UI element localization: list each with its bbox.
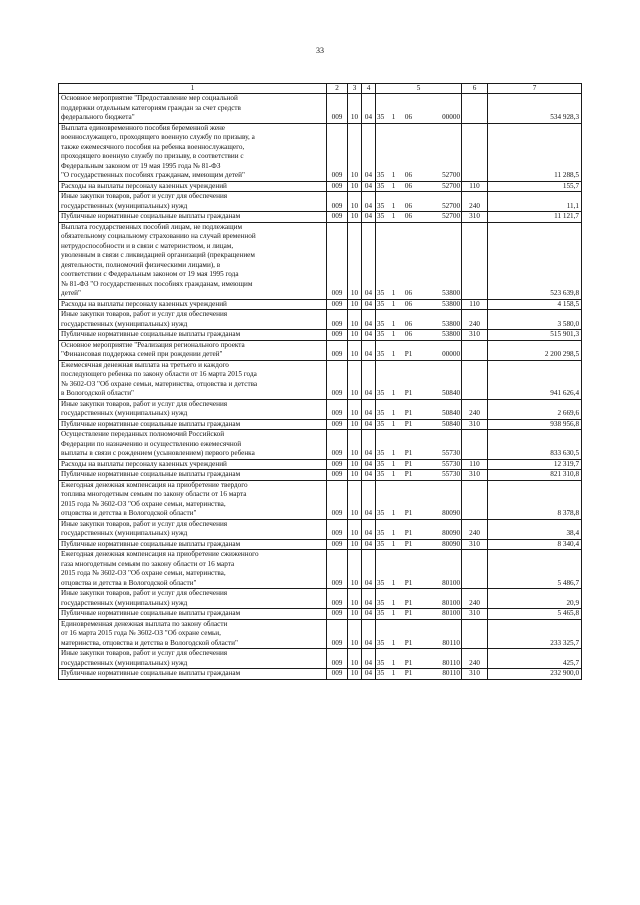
- row-subprogram-code: 1: [388, 649, 400, 669]
- row-program-code: 35: [376, 299, 388, 310]
- header-col-1: 1: [59, 84, 327, 94]
- row-amount: 523 639,8: [488, 222, 582, 299]
- row-description: Ежегодная денежная компенсация на приобретение сжиженного газа многодетным семьям по закону области от 16 марта 2015 года № 3602-ОЗ "Об охране семьи, материнства, отцовства и детства в Вологодской области": [59, 550, 327, 589]
- row-subsection-code: 04: [362, 123, 376, 181]
- row-amount: 5 465,8: [488, 609, 582, 620]
- row-ministry-code: 009: [327, 192, 348, 212]
- row-section-code: 10: [348, 360, 362, 399]
- row-program-code: 35: [376, 519, 388, 539]
- table-row: [59, 310, 582, 330]
- row-section-code: 10: [348, 181, 362, 192]
- row-program-code: 35: [376, 619, 388, 649]
- table-row: [59, 299, 582, 310]
- table-row: [59, 459, 582, 470]
- row-direction-code: 52700: [418, 123, 462, 181]
- header-col-3: 3: [348, 84, 362, 94]
- row-ministry-code: 009: [327, 222, 348, 299]
- header-row: [59, 84, 582, 94]
- row-description: Иные закупки товаров, работ и услуг для обеспечения государственных (муниципальных) нужд: [59, 649, 327, 669]
- row-direction-code: 80110: [418, 649, 462, 669]
- row-program-code: 35: [376, 181, 388, 192]
- row-section-code: 10: [348, 94, 362, 124]
- row-program-code: 35: [376, 192, 388, 212]
- row-section-code: 10: [348, 619, 362, 649]
- row-subsection-code: 04: [362, 330, 376, 341]
- row-expense-type: 110: [462, 299, 488, 310]
- row-section-code: 10: [348, 419, 362, 430]
- row-event-code: P1: [400, 619, 418, 649]
- row-description: Ежемесячная денежная выплата на третьего и каждого последующего ребенка по закону области от 16 марта 2015 года № 3602-ОЗ "Об охране семьи, материнства, отцовства и детства в Вологодской области": [59, 360, 327, 399]
- row-event-code: P1: [400, 399, 418, 419]
- row-section-code: 10: [348, 399, 362, 419]
- row-description: Публичные нормативные социальные выплаты гражданам: [59, 470, 327, 481]
- row-subsection-code: 04: [362, 399, 376, 419]
- row-subprogram-code: 1: [388, 519, 400, 539]
- row-event-code: P1: [400, 669, 418, 680]
- row-direction-code: 80110: [418, 619, 462, 649]
- row-program-code: 35: [376, 550, 388, 589]
- table-row: [59, 94, 582, 124]
- row-description: Осуществление переданных полномочий Российской Федерации по назначению и осуществлению ежемесячной выплаты в связи с рождением (усыновлением) первого ребенка: [59, 430, 327, 460]
- row-description: Иные закупки товаров, работ и услуг для обеспечения государственных (муниципальных) нужд: [59, 589, 327, 609]
- row-event-code: 06: [400, 330, 418, 341]
- table-body: [59, 94, 582, 680]
- row-ministry-code: 009: [327, 419, 348, 430]
- table-row: [59, 589, 582, 609]
- row-section-code: 10: [348, 212, 362, 223]
- row-section-code: 10: [348, 550, 362, 589]
- row-subsection-code: 04: [362, 480, 376, 519]
- row-expense-type: [462, 222, 488, 299]
- row-amount: 155,7: [488, 181, 582, 192]
- row-amount: 2 669,6: [488, 399, 582, 419]
- row-amount: 11 121,7: [488, 212, 582, 223]
- row-description: Выплата единовременного пособия беременной жене военнослужащего, проходящего военную службу по призыву, а также ежемесячного пособия на ребенка военнослужащего, проходящего военную службу по призыву, в соответствии с Федеральным законом от 19 мая 1995 года № 81-ФЗ "О государственных пособиях гражданам, имеющим детей": [59, 123, 327, 181]
- table-row: [59, 669, 582, 680]
- table-row: [59, 519, 582, 539]
- row-subsection-code: 04: [362, 519, 376, 539]
- row-direction-code: 80090: [418, 519, 462, 539]
- row-section-code: 10: [348, 669, 362, 680]
- row-description: Расходы на выплаты персоналу казенных учреждений: [59, 459, 327, 470]
- table-row: [59, 192, 582, 212]
- row-subprogram-code: 1: [388, 192, 400, 212]
- row-description: Основное мероприятие "Предоставление мер социальной поддержки отдельным категориям граждан за счет средств федерального бюджета": [59, 94, 327, 124]
- row-amount: 833 630,5: [488, 430, 582, 460]
- row-ministry-code: 009: [327, 330, 348, 341]
- row-program-code: 35: [376, 222, 388, 299]
- row-ministry-code: 009: [327, 649, 348, 669]
- row-ministry-code: 009: [327, 539, 348, 550]
- row-ministry-code: 009: [327, 360, 348, 399]
- row-description: Основное мероприятие "Реализация регионального проекта "Финансовая поддержка семей при рождении детей": [59, 340, 327, 360]
- row-ministry-code: 009: [327, 212, 348, 223]
- row-event-code: P1: [400, 539, 418, 550]
- page-number: 33: [316, 46, 324, 55]
- row-amount: 2 200 298,5: [488, 340, 582, 360]
- row-ministry-code: 009: [327, 589, 348, 609]
- table-row: [59, 649, 582, 669]
- row-ministry-code: 009: [327, 340, 348, 360]
- row-direction-code: 00000: [418, 94, 462, 124]
- table-row: [59, 470, 582, 481]
- row-section-code: 10: [348, 470, 362, 481]
- row-description: Иные закупки товаров, работ и услуг для обеспечения государственных (муниципальных) нужд: [59, 310, 327, 330]
- row-ministry-code: 009: [327, 459, 348, 470]
- row-ministry-code: 009: [327, 310, 348, 330]
- row-description: Публичные нормативные социальные выплаты гражданам: [59, 609, 327, 620]
- row-subsection-code: 04: [362, 619, 376, 649]
- row-expense-type: 310: [462, 212, 488, 223]
- row-direction-code: 80090: [418, 480, 462, 519]
- row-event-code: 06: [400, 94, 418, 124]
- row-ministry-code: 009: [327, 299, 348, 310]
- row-section-code: 10: [348, 310, 362, 330]
- row-event-code: 06: [400, 310, 418, 330]
- row-expense-type: [462, 123, 488, 181]
- row-event-code: 06: [400, 192, 418, 212]
- table-row: [59, 619, 582, 649]
- row-program-code: 35: [376, 399, 388, 419]
- row-event-code: 06: [400, 181, 418, 192]
- row-subsection-code: 04: [362, 94, 376, 124]
- row-amount: 821 310,8: [488, 470, 582, 481]
- row-section-code: 10: [348, 589, 362, 609]
- row-expense-type: 240: [462, 310, 488, 330]
- row-direction-code: 00000: [418, 340, 462, 360]
- row-expense-type: 240: [462, 649, 488, 669]
- row-direction-code: 55730: [418, 430, 462, 460]
- row-subprogram-code: 1: [388, 470, 400, 481]
- row-ministry-code: 009: [327, 609, 348, 620]
- row-subprogram-code: 1: [388, 360, 400, 399]
- row-section-code: 10: [348, 222, 362, 299]
- row-subsection-code: 04: [362, 609, 376, 620]
- header-col-2: 2: [327, 84, 348, 94]
- row-subprogram-code: 1: [388, 430, 400, 460]
- row-program-code: 35: [376, 123, 388, 181]
- row-subprogram-code: 1: [388, 94, 400, 124]
- row-direction-code: 80090: [418, 539, 462, 550]
- row-direction-code: 55730: [418, 470, 462, 481]
- row-subprogram-code: 1: [388, 222, 400, 299]
- row-event-code: 06: [400, 222, 418, 299]
- row-subsection-code: 04: [362, 430, 376, 460]
- row-subprogram-code: 1: [388, 123, 400, 181]
- row-amount: 11 288,5: [488, 123, 582, 181]
- row-subprogram-code: 1: [388, 539, 400, 550]
- row-expense-type: 240: [462, 519, 488, 539]
- row-amount: 12 319,7: [488, 459, 582, 470]
- row-ministry-code: 009: [327, 470, 348, 481]
- row-description: Публичные нормативные социальные выплаты гражданам: [59, 330, 327, 341]
- row-subsection-code: 04: [362, 589, 376, 609]
- row-description: Иные закупки товаров, работ и услуг для обеспечения государственных (муниципальных) нужд: [59, 519, 327, 539]
- row-subprogram-code: 1: [388, 589, 400, 609]
- row-program-code: 35: [376, 310, 388, 330]
- table-row: [59, 539, 582, 550]
- row-amount: 232 900,0: [488, 669, 582, 680]
- row-amount: 534 928,3: [488, 94, 582, 124]
- row-expense-type: 310: [462, 330, 488, 341]
- row-section-code: 10: [348, 539, 362, 550]
- header-col-7: 7: [488, 84, 582, 94]
- row-program-code: 35: [376, 649, 388, 669]
- row-section-code: 10: [348, 459, 362, 470]
- row-subprogram-code: 1: [388, 399, 400, 419]
- row-event-code: P1: [400, 589, 418, 609]
- row-section-code: 10: [348, 299, 362, 310]
- row-event-code: 06: [400, 212, 418, 223]
- row-subsection-code: 04: [362, 550, 376, 589]
- row-subprogram-code: 1: [388, 310, 400, 330]
- row-subsection-code: 04: [362, 181, 376, 192]
- table-row: [59, 480, 582, 519]
- row-subprogram-code: 1: [388, 459, 400, 470]
- row-ministry-code: 009: [327, 619, 348, 649]
- row-description: Публичные нормативные социальные выплаты гражданам: [59, 539, 327, 550]
- header-col-5: 5: [376, 84, 462, 94]
- table-row: [59, 222, 582, 299]
- row-description: Публичные нормативные социальные выплаты гражданам: [59, 212, 327, 223]
- row-section-code: 10: [348, 192, 362, 212]
- table-row: [59, 212, 582, 223]
- row-description: Ежегодная денежная компенсация на приобретение твердого топлива многодетным семьям по закону области от 16 марта 2015 года № 3602-ОЗ "Об охране семьи, материнства, отцовства и детства в Вологодской области": [59, 480, 327, 519]
- row-program-code: 35: [376, 609, 388, 620]
- row-amount: 233 325,7: [488, 619, 582, 649]
- row-event-code: P1: [400, 609, 418, 620]
- row-subsection-code: 04: [362, 222, 376, 299]
- row-event-code: P1: [400, 360, 418, 399]
- table-row: [59, 123, 582, 181]
- row-section-code: 10: [348, 519, 362, 539]
- row-amount: 5 486,7: [488, 550, 582, 589]
- row-event-code: 06: [400, 123, 418, 181]
- row-ministry-code: 009: [327, 123, 348, 181]
- row-subsection-code: 04: [362, 470, 376, 481]
- row-expense-type: [462, 550, 488, 589]
- row-direction-code: 80100: [418, 589, 462, 609]
- row-description: Единовременная денежная выплата по закону области от 16 марта 2015 года № 3602-ОЗ "Об охране семьи, материнства, отцовства и детства в Вологодской области": [59, 619, 327, 649]
- row-direction-code: 53800: [418, 330, 462, 341]
- row-program-code: 35: [376, 480, 388, 519]
- row-amount: 8 378,8: [488, 480, 582, 519]
- row-subprogram-code: 1: [388, 619, 400, 649]
- row-event-code: P1: [400, 550, 418, 589]
- row-section-code: 10: [348, 649, 362, 669]
- row-program-code: 35: [376, 430, 388, 460]
- row-expense-type: [462, 480, 488, 519]
- row-direction-code: 53800: [418, 310, 462, 330]
- row-expense-type: [462, 360, 488, 399]
- row-subsection-code: 04: [362, 649, 376, 669]
- row-direction-code: 52700: [418, 192, 462, 212]
- row-program-code: 35: [376, 212, 388, 223]
- row-section-code: 10: [348, 340, 362, 360]
- row-ministry-code: 009: [327, 399, 348, 419]
- row-amount: 425,7: [488, 649, 582, 669]
- row-section-code: 10: [348, 480, 362, 519]
- row-expense-type: 240: [462, 589, 488, 609]
- row-expense-type: 310: [462, 669, 488, 680]
- row-amount: 515 901,3: [488, 330, 582, 341]
- header-col-4: 4: [362, 84, 376, 94]
- row-description: Расходы на выплаты персоналу казенных учреждений: [59, 181, 327, 192]
- row-description: Иные закупки товаров, работ и услуг для обеспечения государственных (муниципальных) нужд: [59, 399, 327, 419]
- row-direction-code: 55730: [418, 459, 462, 470]
- row-subsection-code: 04: [362, 310, 376, 330]
- row-amount: 3 580,0: [488, 310, 582, 330]
- table-row: [59, 419, 582, 430]
- row-expense-type: 310: [462, 470, 488, 481]
- row-program-code: 35: [376, 330, 388, 341]
- row-expense-type: [462, 430, 488, 460]
- row-expense-type: 310: [462, 539, 488, 550]
- row-direction-code: 53800: [418, 222, 462, 299]
- row-subsection-code: 04: [362, 299, 376, 310]
- row-program-code: 35: [376, 360, 388, 399]
- row-event-code: P1: [400, 480, 418, 519]
- row-subprogram-code: 1: [388, 419, 400, 430]
- table-row: [59, 430, 582, 460]
- row-direction-code: 50840: [418, 360, 462, 399]
- row-subsection-code: 04: [362, 360, 376, 399]
- row-subprogram-code: 1: [388, 480, 400, 519]
- row-event-code: P1: [400, 519, 418, 539]
- row-direction-code: 80110: [418, 669, 462, 680]
- row-event-code: P1: [400, 470, 418, 481]
- row-subsection-code: 04: [362, 192, 376, 212]
- row-program-code: 35: [376, 94, 388, 124]
- row-section-code: 10: [348, 430, 362, 460]
- row-subsection-code: 04: [362, 669, 376, 680]
- row-ministry-code: 009: [327, 519, 348, 539]
- row-amount: 938 956,8: [488, 419, 582, 430]
- row-ministry-code: 009: [327, 94, 348, 124]
- row-program-code: 35: [376, 419, 388, 430]
- row-program-code: 35: [376, 589, 388, 609]
- table-row: [59, 399, 582, 419]
- row-subprogram-code: 1: [388, 609, 400, 620]
- row-subprogram-code: 1: [388, 212, 400, 223]
- row-amount: 11,1: [488, 192, 582, 212]
- row-expense-type: 240: [462, 192, 488, 212]
- row-ministry-code: 009: [327, 181, 348, 192]
- row-description: Выплата государственных пособий лицам, не подлежащим обязательному социальному страхованию на случай временной нетрудоспособности и в связи с материнством, и лицам, уволенным в связи с ликвидацией организаций (прекращением деятельности, полномочий физическими лицами), в соответствии с Федеральным законом от 19 мая 1995 года № 81-ФЗ "О государственных пособиях гражданам, имеющим детей": [59, 222, 327, 299]
- row-event-code: P1: [400, 430, 418, 460]
- budget-table: [58, 83, 582, 680]
- row-description: Расходы на выплаты персоналу казенных учреждений: [59, 299, 327, 310]
- row-section-code: 10: [348, 123, 362, 181]
- table-row: [59, 181, 582, 192]
- row-subprogram-code: 1: [388, 340, 400, 360]
- row-description: Публичные нормативные социальные выплаты гражданам: [59, 419, 327, 430]
- table-row: [59, 550, 582, 589]
- row-amount: 8 340,4: [488, 539, 582, 550]
- row-ministry-code: 009: [327, 430, 348, 460]
- row-ministry-code: 009: [327, 480, 348, 519]
- table-row: [59, 340, 582, 360]
- row-section-code: 10: [348, 609, 362, 620]
- row-section-code: 10: [348, 330, 362, 341]
- row-program-code: 35: [376, 459, 388, 470]
- row-subsection-code: 04: [362, 340, 376, 360]
- row-subsection-code: 04: [362, 212, 376, 223]
- row-program-code: 35: [376, 539, 388, 550]
- row-direction-code: 80100: [418, 550, 462, 589]
- row-event-code: P1: [400, 340, 418, 360]
- row-event-code: P1: [400, 459, 418, 470]
- row-subsection-code: 04: [362, 419, 376, 430]
- row-subprogram-code: 1: [388, 299, 400, 310]
- row-direction-code: 50840: [418, 419, 462, 430]
- row-expense-type: [462, 619, 488, 649]
- row-expense-type: 110: [462, 181, 488, 192]
- row-direction-code: 52700: [418, 181, 462, 192]
- row-subprogram-code: 1: [388, 550, 400, 589]
- row-amount: 38,4: [488, 519, 582, 539]
- row-amount: 4 158,5: [488, 299, 582, 310]
- row-program-code: 35: [376, 669, 388, 680]
- row-amount: 941 626,4: [488, 360, 582, 399]
- row-amount: 20,9: [488, 589, 582, 609]
- row-event-code: 06: [400, 299, 418, 310]
- row-direction-code: 80100: [418, 609, 462, 620]
- row-direction-code: 50840: [418, 399, 462, 419]
- table-row: [59, 330, 582, 341]
- row-expense-type: 310: [462, 419, 488, 430]
- header-col-6: 6: [462, 84, 488, 94]
- row-event-code: P1: [400, 649, 418, 669]
- row-event-code: P1: [400, 419, 418, 430]
- row-expense-type: [462, 340, 488, 360]
- row-subprogram-code: 1: [388, 669, 400, 680]
- row-expense-type: 240: [462, 399, 488, 419]
- row-subprogram-code: 1: [388, 330, 400, 341]
- row-expense-type: 110: [462, 459, 488, 470]
- row-direction-code: 53800: [418, 299, 462, 310]
- row-expense-type: 310: [462, 609, 488, 620]
- table-row: [59, 609, 582, 620]
- row-program-code: 35: [376, 470, 388, 481]
- table-row: [59, 360, 582, 399]
- row-expense-type: [462, 94, 488, 124]
- row-ministry-code: 009: [327, 550, 348, 589]
- row-subsection-code: 04: [362, 459, 376, 470]
- row-description: Иные закупки товаров, работ и услуг для обеспечения государственных (муниципальных) нужд: [59, 192, 327, 212]
- row-ministry-code: 009: [327, 669, 348, 680]
- row-program-code: 35: [376, 340, 388, 360]
- row-subprogram-code: 1: [388, 181, 400, 192]
- row-description: Публичные нормативные социальные выплаты гражданам: [59, 669, 327, 680]
- row-subsection-code: 04: [362, 539, 376, 550]
- row-direction-code: 52700: [418, 212, 462, 223]
